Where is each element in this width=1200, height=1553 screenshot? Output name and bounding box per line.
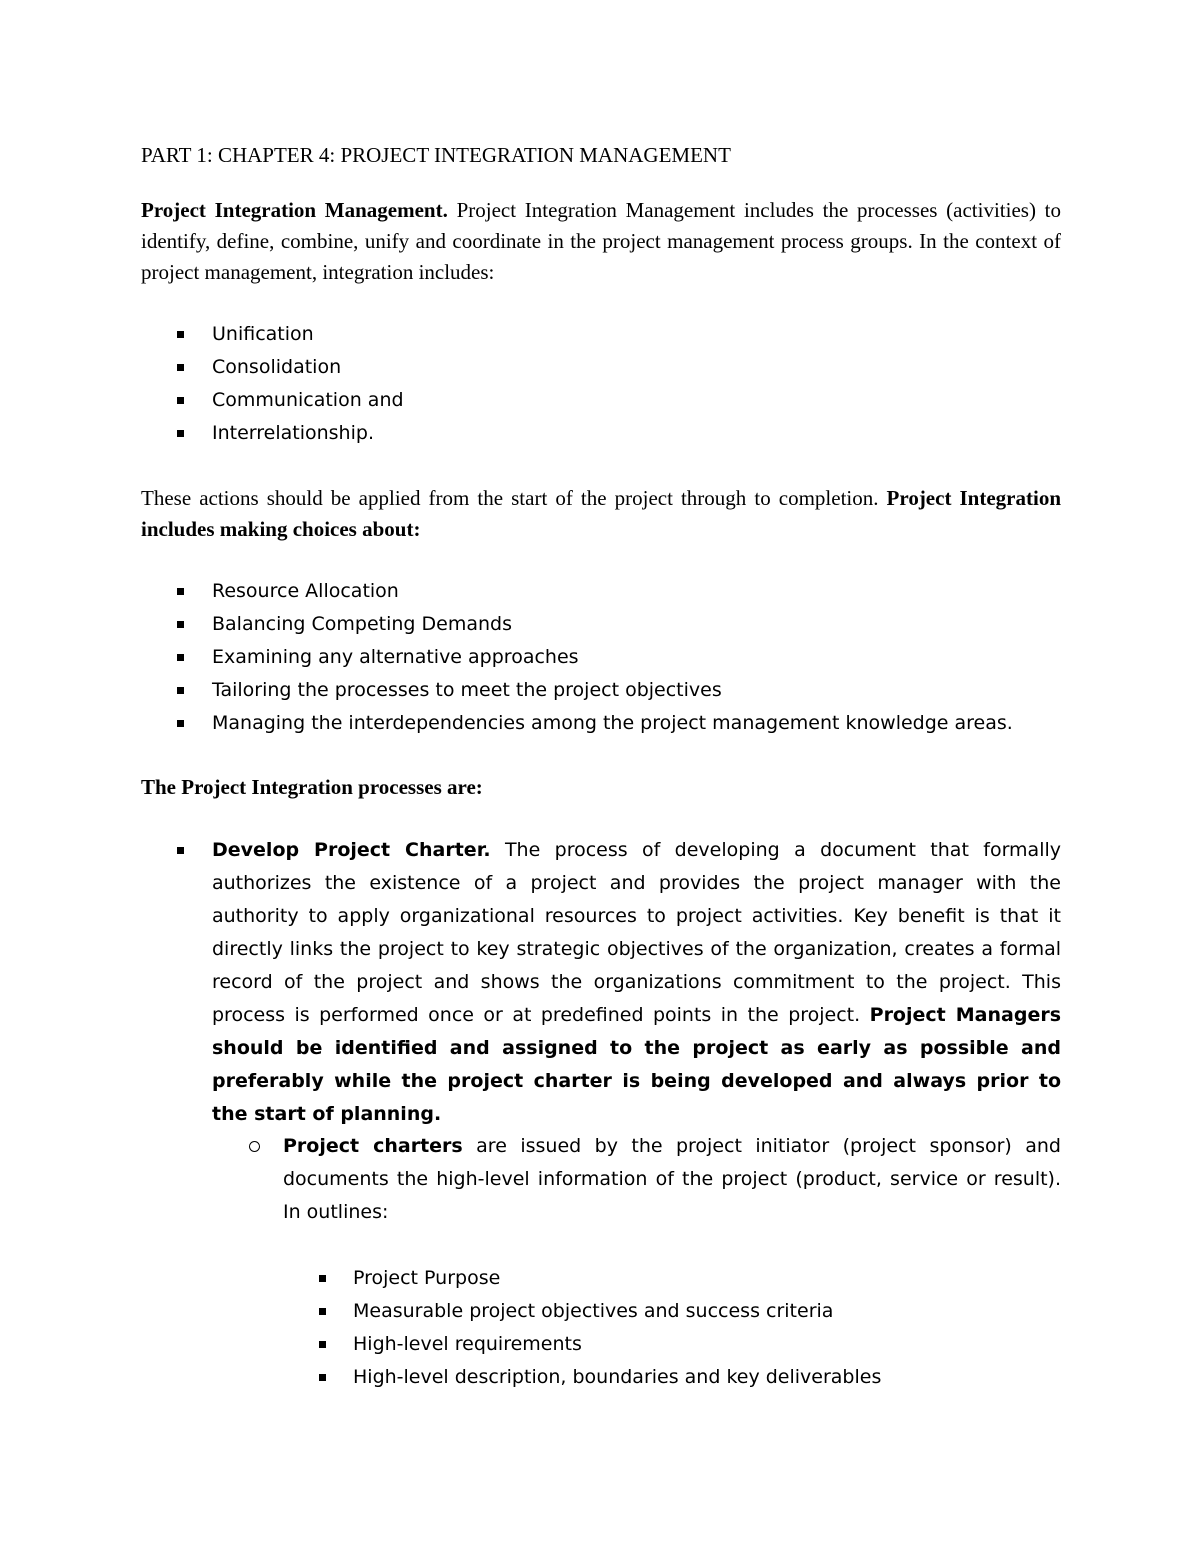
integration-list	[141, 318, 1061, 450]
square-bullet-icon	[177, 575, 187, 608]
charters-term: Project charters	[283, 1135, 463, 1157]
list-item	[141, 1130, 1061, 1229]
list-item: Interrelationship.	[141, 417, 1061, 450]
square-bullet-icon	[177, 674, 187, 707]
list-item: Project Purpose	[141, 1262, 1061, 1295]
square-bullet-icon	[177, 641, 187, 674]
list-item: High-level requirements	[141, 1328, 1061, 1361]
square-bullet-icon	[177, 834, 187, 867]
square-bullet-icon	[319, 1262, 329, 1295]
list-item: Measurable project objectives and success criteria	[141, 1295, 1061, 1328]
process-list	[141, 834, 1061, 1131]
square-bullet-icon	[319, 1295, 329, 1328]
square-bullet-icon	[177, 707, 187, 740]
processes-heading: The Project Integration processes are:	[141, 775, 483, 799]
list-item: Examining any alternative approaches	[141, 641, 1061, 674]
list-item: Unification	[141, 318, 1061, 351]
list-item: High-level description, boundaries and key deliverables	[141, 1361, 1061, 1394]
square-bullet-icon	[319, 1361, 329, 1394]
list-item: Managing the interdependencies among the project management knowledge areas.	[141, 707, 1061, 740]
list-item: Tailoring the processes to meet the project objectives	[141, 674, 1061, 707]
square-bullet-icon	[177, 608, 187, 641]
list-item: Resource Allocation	[141, 575, 1061, 608]
charter-sublist	[141, 1130, 1061, 1229]
intro-text: Project Integration Management includes the processes (activities) to identify, define, combine, unify and coordinate in the project management process groups. In the context of project management, integration includes:	[141, 198, 1062, 284]
square-bullet-icon	[319, 1328, 329, 1361]
page-title: PART 1: CHAPTER 4: PROJECT INTEGRATION MANAGEMENT	[141, 143, 731, 167]
choices-text: These actions should be applied from the start of the project through to completion.	[141, 486, 887, 510]
circle-bullet-icon	[249, 1141, 260, 1152]
square-bullet-icon	[177, 384, 187, 417]
intro-paragraph	[141, 195, 1061, 288]
square-bullet-icon	[177, 417, 187, 450]
process-bold-tail: Project Managers should be identified and assigned to the project as early as possible and preferably while the project charter is being developed and always prior to the start of planning.	[212, 1004, 1062, 1125]
list-item: Balancing Competing Demands	[141, 608, 1061, 641]
charter-items-list	[141, 1262, 1061, 1394]
square-bullet-icon	[177, 351, 187, 384]
process-term: Develop Project Charter.	[212, 839, 491, 861]
choices-paragraph	[141, 483, 1061, 545]
list-item: Communication and	[141, 384, 1061, 417]
list-item: Consolidation	[141, 351, 1061, 384]
choices-list	[141, 575, 1061, 740]
list-item	[141, 834, 1061, 1131]
process-text: The process of developing a document that formally authorizes the existence of a project and provides the project manager with the authority to apply organizational resources to project activities. Key benefit is that it directly links the project to key strategic objectives of the organization, creates a formal record of the project and shows the organizations commitment to the project. This process is performed once or at predefined points in the project.	[212, 839, 1061, 1026]
square-bullet-icon	[177, 318, 187, 351]
choices-bold: Project Integration includes making choices about:	[141, 486, 1061, 541]
charters-text: are issued by the project initiator (project sponsor) and documents the high-level information of the project (product, service or result). In outlines:	[283, 1135, 1061, 1223]
intro-term: Project Integration Management.	[141, 198, 448, 222]
